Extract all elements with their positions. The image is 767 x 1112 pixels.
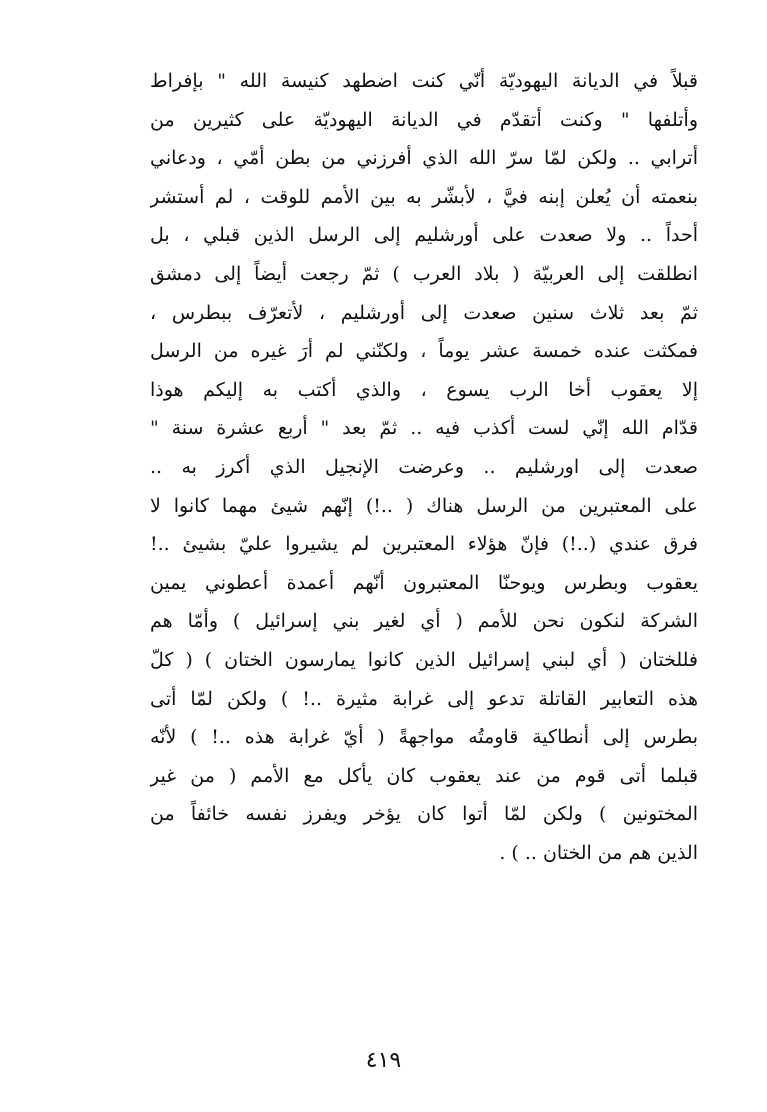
text-line: انطلقت إلى العربيّة ( بلاد العرب ) ثمّ رجعت أيضاً إلى دمشق <box>150 262 698 285</box>
text-line: بطرس إلى أنطاكية قاومتُه مواجهةً ( أيّ غرابة هذه ..! ) لأنّه <box>150 726 698 749</box>
text-line: صعدت إلى اورشليم .. وعرضت الإنجيل الذي أكرز به .. <box>150 455 698 478</box>
text-line: ثمّ بعد ثلاث سنين صعدت إلى أورشليم ، لأتعرّف ببطرس ، <box>150 301 698 324</box>
text-line: على المعتبرين من الرسل هناك ( ..!) إنّهم شيئ مهما كانوا لا <box>150 494 698 517</box>
text-line: فللختان ( أي لبني إسرائيل الذين كانوا يمارسون الختان ) ( كلّ <box>150 648 698 671</box>
text-line: المختونين ) ولكن لمّا أتوا كان يؤخر ويفرز نفسه خائفاً من <box>150 803 698 826</box>
text-line-last: الذين هم من الختان .. ) . <box>499 841 698 864</box>
text-line: هذه التعابير القاتلة تدعو إلى غرابة مثيرة ..! ) ولكن لمّا أتى <box>150 687 698 710</box>
text-line: بنعمته أن يُعلن إبنه فيَّ ، لأبشّر به بين الأمم للوقت ، لم أستشر <box>150 185 698 208</box>
text-line: أترابي .. ولكن لمّا سرّ الله الذي أفرزني من بطن أمّي ، ودعاني <box>150 147 698 170</box>
text-line: قبلاً في الديانة اليهوديّة أنّي كنت اضطهد كنيسة الله " بإفراط <box>150 70 698 92</box>
text-line: وأتلفها " وكنت أتقدّم في الديانة اليهوديّة على كثيرين من <box>150 108 698 131</box>
text-line: إلا يعقوب أخا الرب يسوع ، والذي أكتب به إليكم هوذا <box>150 378 698 401</box>
body-text <box>150 62 698 872</box>
text-line: أحداً .. ولا صعدت على أورشليم إلى الرسل الذين قبلي ، بل <box>150 224 698 247</box>
text-line: فمكثت عنده خمسة عشر يوماً ، ولكنّني لم أرَ غيره من الرسل <box>150 340 698 363</box>
page-number: ٤١٩ <box>365 1048 402 1073</box>
text-line: فرق عندي (..!) فإنّ هؤلاء المعتبرين لم يشيروا عليّ بشيئ ..! <box>150 533 698 556</box>
text-line: يعقوب وبطرس ويوحنّا المعتبرون أنّهم أعمدة أعطوني يمين <box>150 571 698 594</box>
text-line: قبلما أتى قوم من عند يعقوب كان يأكل مع الأمم ( من غير <box>150 764 698 787</box>
text-line: قدّام الله إنّي لست أكذب فيه .. ثمّ بعد " أربع عشرة سنة " <box>150 417 698 440</box>
text-line: الشركة لنكون نحن للأمم ( أي لغير بني إسرائيل ) وأمّا هم <box>150 610 698 633</box>
